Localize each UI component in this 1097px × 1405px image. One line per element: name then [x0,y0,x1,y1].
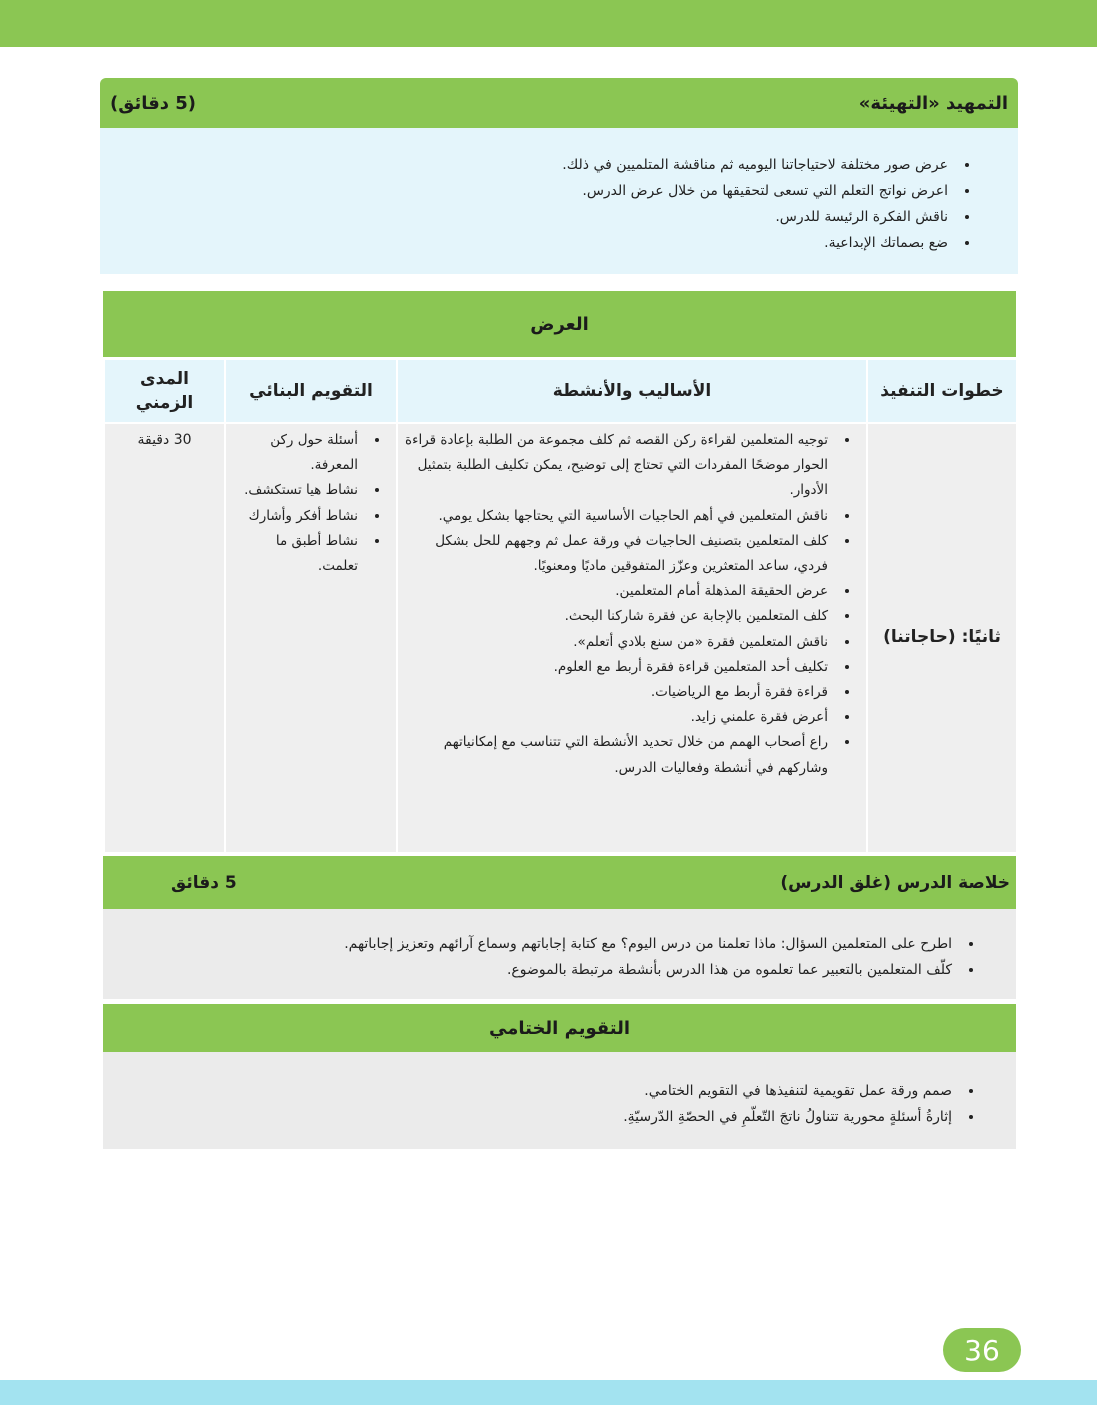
table-row [104,423,1017,853]
list-item: • أعرض فقرة علمني زايد. [404,705,834,730]
summary-duration: 5 دقائق [171,872,237,893]
list-item: • نشاط أفكر وأشارك [232,504,364,529]
final-assessment-header [103,1004,1016,1052]
list-item: • ضع بصماتك الإبداعية. [100,230,954,256]
summary-title: خلاصة الدرس (غلق الدرس) [780,872,1010,893]
presentation-section-header [103,291,1016,357]
summary-section-body [103,909,1016,999]
presentation-table [103,358,1018,854]
list-item: • أسئلة حول ركن المعرفة. [232,428,364,478]
list-item: • راع أصحاب الهمم من خلال تحديد الأنشطة التي تتناسب مع إمكانياتهم وشاركهم في أنشطة وفعاليات الدرس. [404,730,834,780]
list-item: • ناقش الفكرة الرئيسة للدرس. [100,204,954,230]
final-assessment-list [103,1078,980,1130]
header-duration: المدى الزمني [104,359,225,423]
list-item: • إثارةُ أسئلةٍ محورية تتناولُ ناتجَ التّعلّمِ في الحصّةِ الدّرسيّةِ. [103,1104,958,1130]
intro-title: التمهيد «التهيئة» [858,92,1008,114]
duration-cell: 30 دقيقة [104,423,225,853]
list-item: • قراءة فقرة أربط مع الرياضيات. [404,680,834,705]
methods-cell [397,423,867,853]
intro-section-body [100,128,1018,274]
summary-section-header [103,856,1016,909]
presentation-title: العرض [530,313,589,335]
list-item: • كلف المتعلمين بالإجابة عن فقرة شاركنا البحث. [404,604,834,629]
top-decorative-band [0,0,1097,47]
bottom-decorative-band [0,1380,1097,1405]
intro-section-header [100,78,1018,128]
list-item: • نشاط هيا تستكشف. [232,478,364,503]
step-cell: ثانيًا: (حاجاتنا) [867,423,1017,853]
list-item: • عرض صور مختلفة لاحتياجاتنا اليوميه ثم مناقشة المتلميين في ذلك. [100,152,954,178]
assessment-cell [225,423,397,853]
header-assessment: التقويم البنائي [225,359,397,423]
activities-list [404,428,860,781]
intro-duration: (5 دقائق) [110,92,197,114]
intro-list [100,152,976,256]
list-item: • اطرح على المتعلمين السؤال: ماذا تعلمنا من درس اليوم؟ مع كتابة إجاباتهم وسماع آرائهم وتعزيز إجاباتهم. [103,931,958,957]
list-item: • صمم ورقة عمل تقويمية لتنفيذها في التقويم الختامي. [103,1078,958,1104]
table-header-row [104,359,1017,423]
list-item: • عرض الحقيقة المذهلة أمام المتعلمين. [404,579,834,604]
summary-list [103,931,980,983]
list-item: • نشاط أطبق ما تعلمت. [232,529,364,579]
final-assessment-title: التقويم الختامي [488,1017,631,1039]
header-methods: الأساليب والأنشطة [397,359,867,423]
list-item: • ناقش المتعلمين فقرة «من سنع بلادي أتعلم». [404,630,834,655]
list-item: • اعرض نواتج التعلم التي تسعى لتحقيقها من خلال عرض الدرس. [100,178,954,204]
page-number: 36 [943,1328,1021,1372]
list-item: • ناقش المتعلمين في أهم الحاجيات الأساسية التي يحتاجها بشكل يومي. [404,504,834,529]
final-assessment-body [103,1052,1016,1149]
header-steps: خطوات التنفيذ [867,359,1017,423]
list-item: • كلف المتعلمين بتصنيف الحاجيات في ورقة عمل ثم وجههم للحل بشكل فردي، ساعد المتعثرين وعزّز المتفوقين ماديًا ومعنويًا. [404,529,834,579]
list-item: • تكليف أحد المتعلمين قراءة فقرة أربط مع العلوم. [404,655,834,680]
list-item: • توجيه المتعلمين لقراءة ركن القصه ثم كلف مجموعة من الطلبة بإعادة قراءة الحوار موضحًا المفردات التي تحتاج إلى توضيح، يمكن تكليف الطلبة بتمثيل الأدوار. [404,428,834,504]
assessment-list [232,428,390,579]
list-item: • كلّف المتعلمين بالتعبير عما تعلموه من هذا الدرس بأنشطة مرتبطة بالموضوع. [103,957,958,983]
